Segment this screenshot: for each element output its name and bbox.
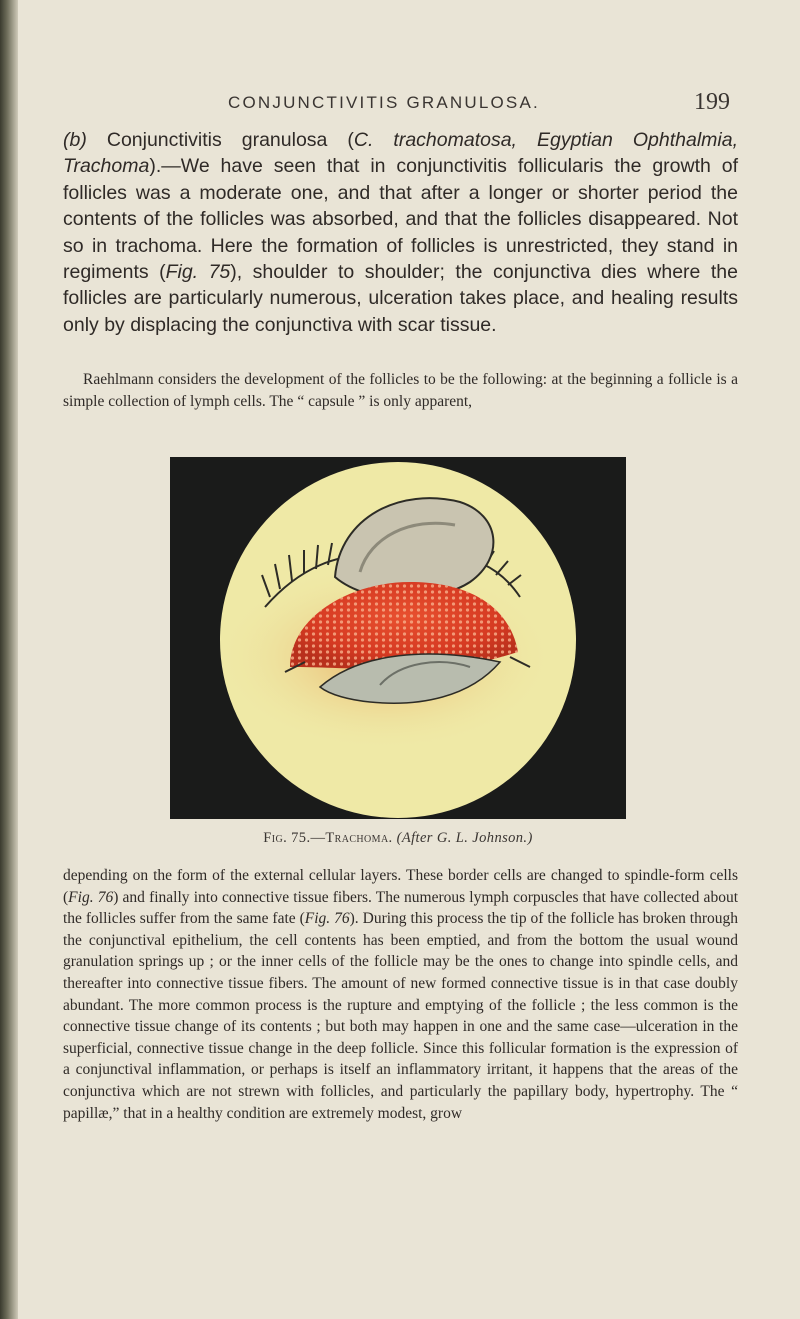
synonyms-close: ). [149,155,162,178]
small-paragraph-top [63,369,738,412]
page-number: 199 [694,89,730,115]
figure-caption [170,830,626,847]
section-paragraph [63,127,738,338]
text-part-1: depending on the form of the external cellular layers. These border cells are changed to spindle-form cells ( [63,867,738,906]
raehlmann-paragraph: Raehlmann considers the development of the follicles to be the following: at the beginning a follicle is a simple collection of lymph cells. The “ capsule ” is only apparent, [63,371,738,410]
running-head [170,89,730,119]
text-part-3: ). During this process the tip of the follicle has broken through the conjunctival epithelium, the cell contents has been emptied, and from the bottom the usual wound granulation springs up ; or the inner cells of the follicle may be the ones to change into spindle cells, and thereafter into connective tissue fibers. The amount of new formed connective tissue is in that case doubly abundant. The more common process is the rupture and emptying of the follicle ; the less common is the connective tissue change of its contents ; but both may happen in one and the same case—ulceration in the superficial, connective tissue change in the deep follicle. Since this follicular formation is the expression of a conjunctival inflammation, or perhaps is itself an inflammatory irritant, it happens that the areas of the conjunctiva which are not strewn with follicles, and particularly the papillary body, hypertrophy. The “ papillæ,” that in a healthy condition are extremely modest, grow [63,910,738,1122]
synonyms: C. trachomatosa, Egyptian Ophthalmia, Trachoma [63,129,738,178]
figure-plate [170,457,626,819]
follicle-process-paragraph [63,865,738,1124]
running-title: CONJUNCTIVITIS GRANULOSA. [228,93,540,112]
figure-reference: Fig. 75 [165,261,231,284]
body-before-figure-ref: —We have seen that in conjunctivitis follicularis the growth of follicles was a moderate one, and that after a longer or shorter period the contents of the follicles was absorbed, and that the follicles disappeared. Not so in trachoma. Here the formation of follicles is unrestricted, they stand in regiments ( [63,155,738,284]
trachoma-illustration [170,457,626,819]
body-after-figure-ref: ), shoulder to shoulder; the conjunctiva dies where the follicles are particularly numerous, ulceration takes place, and healing results only by displacing the conjunctiva with scar tissue. [63,261,738,336]
text-part-2: ) and finally into connective tissue fibers. The numerous lymph corpuscles that have collected about the follicles suffer from the same fate ( [63,888,738,928]
figure-title: —Trachoma. [310,830,393,846]
section-label: (b) [63,129,87,151]
small-paragraph-bottom [63,865,738,1124]
figure-credit: (After G. L. Johnson.) [396,830,533,846]
synonyms-open: ( [347,129,354,151]
page-gutter-shadow [0,0,18,1319]
figure-ref-76b: Fig. 76 [304,910,350,928]
figure-label: Fig. 75. [263,830,311,846]
section-heading: Conjunctivitis granulosa [106,129,328,151]
section-body [63,127,738,338]
figure-ref-76a: Fig. 76 [68,888,114,906]
